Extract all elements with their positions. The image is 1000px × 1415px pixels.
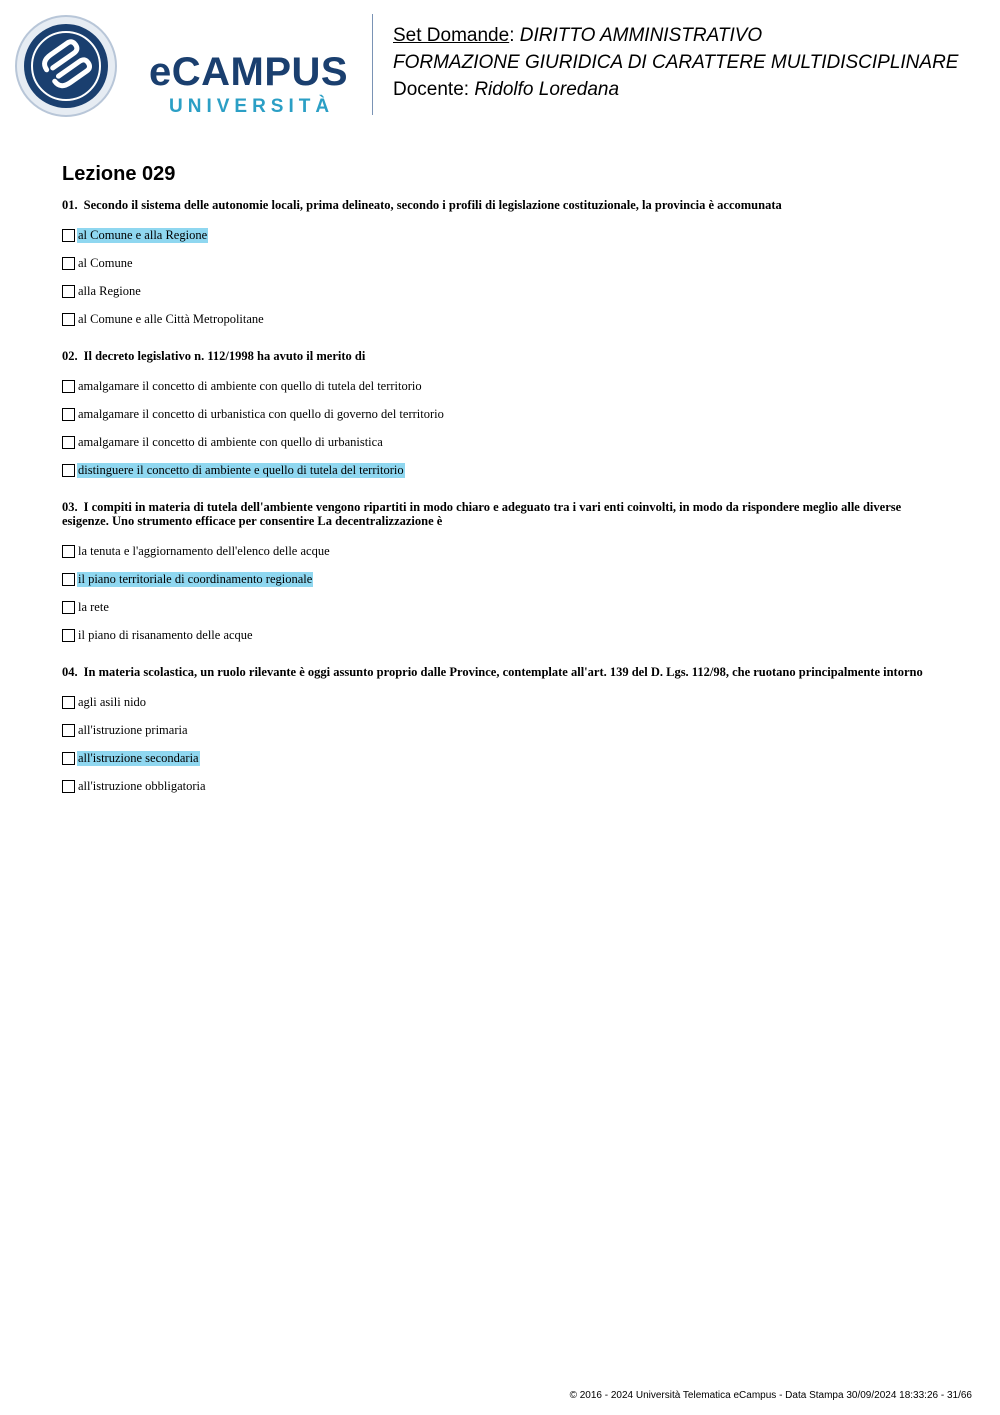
answer-label: all'istruzione primaria — [78, 722, 188, 737]
header-info — [393, 22, 958, 103]
question-body: Secondo il sistema delle autonomie locali, prima delineato, secondo i profili di legislazione costituzionale, la provincia è accomunata — [83, 198, 782, 212]
answer-option[interactable] — [62, 621, 942, 649]
answer-checkbox[interactable] — [62, 780, 75, 793]
teacher-name: Ridolfo Loredana — [474, 79, 620, 100]
answer-checkbox[interactable] — [62, 408, 75, 421]
ecampus-logo — [14, 14, 354, 118]
answer-label: amalgamare il concetto di ambiente con quello di tutela del territorio — [78, 378, 422, 393]
question-number: 04. — [62, 665, 78, 679]
question-body: Il decreto legislativo n. 112/1998 ha avuto il merito di — [83, 349, 366, 363]
answer-checkbox[interactable] — [62, 696, 75, 709]
answer-option[interactable] — [62, 221, 942, 249]
question-body: In materia scolastica, un ruolo rilevante è oggi assunto proprio dalle Province, contemplate all'art. 139 del D. Lgs. 112/98, che ruotano principalmente intorno — [83, 665, 923, 679]
answer-checkbox[interactable] — [62, 545, 75, 558]
answer-option[interactable] — [62, 277, 942, 305]
question-body: I compiti in materia di tutela dell'ambiente vengono ripartiti in modo chiaro e adeguato tra i vari enti coinvolti, in modo da rispondere meglio alle diverse esigenze. Uno strumento efficace per consentire La decentralizzazione è — [62, 500, 902, 528]
question-number: 01. — [62, 198, 78, 212]
answer-label: agli asili nido — [78, 694, 147, 709]
answer-option[interactable] — [62, 428, 942, 456]
answer-checkbox[interactable] — [62, 436, 75, 449]
answer-option[interactable] — [62, 744, 942, 772]
answer-option[interactable] — [62, 565, 942, 593]
answer-label: il piano territoriale di coordinamento regionale — [78, 571, 313, 586]
question-number: 03. — [62, 500, 78, 514]
answer-label: all'istruzione secondaria — [78, 750, 199, 765]
answer-option[interactable] — [62, 593, 942, 621]
question-list — [62, 198, 942, 816]
course-line — [393, 49, 958, 76]
answer-option[interactable] — [62, 537, 942, 565]
teacher-line — [393, 76, 958, 103]
answer-label: alla Regione — [78, 283, 141, 298]
answer-label: amalgamare il concetto di urbanistica con quello di governo del territorio — [78, 406, 444, 421]
answer-label: al Comune — [78, 255, 133, 270]
answer-option[interactable] — [62, 716, 942, 744]
answer-option[interactable] — [62, 372, 942, 400]
answer-label: distinguere il concetto di ambiente e quello di tutela del territorio — [78, 462, 404, 477]
answer-checkbox[interactable] — [62, 257, 75, 270]
answer-checkbox[interactable] — [62, 573, 75, 586]
set-separator: : — [509, 25, 515, 46]
answer-checkbox[interactable] — [62, 752, 75, 765]
answer-option[interactable] — [62, 688, 942, 716]
answer-label: all'istruzione obbligatoria — [78, 778, 206, 793]
course-name: FORMAZIONE GIURIDICA DI CARATTERE MULTIDISCIPLINARE — [393, 52, 959, 73]
answer-option[interactable] — [62, 772, 942, 800]
question-text — [62, 665, 942, 679]
answer-checkbox[interactable] — [62, 629, 75, 642]
logo-wordmark: eCAMPUS — [149, 50, 349, 94]
answer-checkbox[interactable] — [62, 285, 75, 298]
answer-label: amalgamare il concetto di ambiente con quello di urbanistica — [78, 434, 383, 449]
lesson-title: Lezione 029 — [62, 163, 176, 185]
question-text — [62, 500, 942, 528]
logo-subtitle: UNIVERSITÀ — [169, 96, 335, 117]
question-text — [62, 198, 942, 212]
teacher-label: Docente: — [393, 79, 470, 100]
header-divider — [372, 14, 373, 115]
question-number: 02. — [62, 349, 78, 363]
answer-checkbox[interactable] — [62, 464, 75, 477]
answer-checkbox[interactable] — [62, 724, 75, 737]
answer-checkbox[interactable] — [62, 229, 75, 242]
answer-label: al Comune e alle Città Metropolitane — [78, 311, 264, 326]
set-label: Set Domande — [393, 25, 510, 46]
answer-checkbox[interactable] — [62, 313, 75, 326]
question-text — [62, 349, 942, 363]
set-line — [393, 22, 958, 49]
answer-checkbox[interactable] — [62, 601, 75, 614]
answer-label: al Comune e alla Regione — [78, 227, 208, 242]
question-04 — [62, 665, 942, 800]
subject-name: DIRITTO AMMINISTRATIVO — [519, 25, 763, 46]
answer-option[interactable] — [62, 305, 942, 333]
answer-option[interactable] — [62, 249, 942, 277]
ecampus-seal-icon — [14, 14, 118, 118]
question-02 — [62, 349, 942, 484]
answer-label: il piano di risanamento delle acque — [78, 627, 253, 642]
answer-label: la tenuta e l'aggiornamento dell'elenco delle acque — [78, 543, 330, 558]
answer-checkbox[interactable] — [62, 380, 75, 393]
answer-label: la rete — [78, 599, 109, 614]
question-01 — [62, 198, 942, 333]
page-footer: © 2016 - 2024 Università Telematica eCampus - Data Stampa 30/09/2024 18:33:26 - 31/66 — [569, 1390, 972, 1401]
answer-option[interactable] — [62, 456, 942, 484]
answer-option[interactable] — [62, 400, 942, 428]
question-03 — [62, 500, 942, 649]
